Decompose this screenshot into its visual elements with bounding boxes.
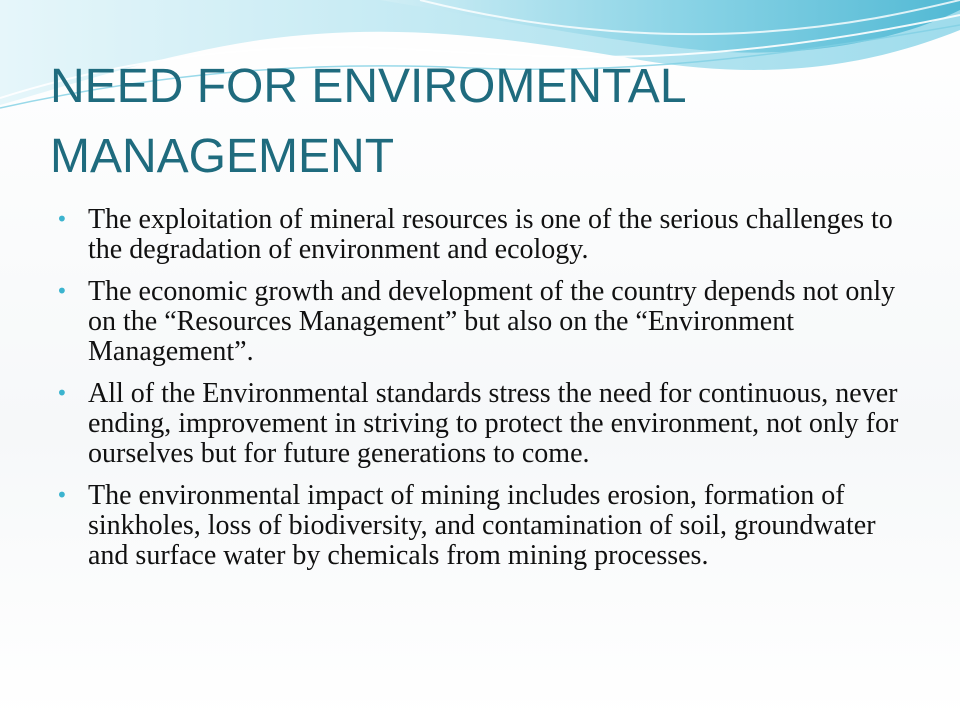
bullet-text: All of the Environmental standards stress the need for continuous, never ending, improvement in striving to protect the environment, not only for ourselves but for future generations to come.	[88, 378, 899, 469]
bullet-list	[56, 205, 916, 583]
bullet-text: The environmental impact of mining includes erosion, formation of sinkholes, loss of biodiversity, and contamination of soil, groundwater and surface water by chemicals from mining processes.	[88, 480, 876, 571]
bullet-item	[56, 481, 916, 571]
bullet-dot-icon: •	[56, 483, 68, 507]
bullet-dot-icon: •	[56, 207, 68, 231]
bullet-item	[56, 379, 916, 469]
slide-title: NEED FOR ENVIROMENTAL MANAGEMENT	[50, 60, 685, 183]
bullet-text: The exploitation of mineral resources is one of the serious challenges to the degradation of environment and ecology.	[88, 204, 893, 265]
bullet-dot-icon: •	[56, 381, 68, 405]
bullet-item	[56, 205, 916, 265]
bullet-dot-icon: •	[56, 279, 68, 303]
bullet-item	[56, 277, 916, 367]
bullet-text: The economic growth and development of the country depends not only on the “Resources Management” but also on the “Environment Management”.	[88, 276, 896, 367]
